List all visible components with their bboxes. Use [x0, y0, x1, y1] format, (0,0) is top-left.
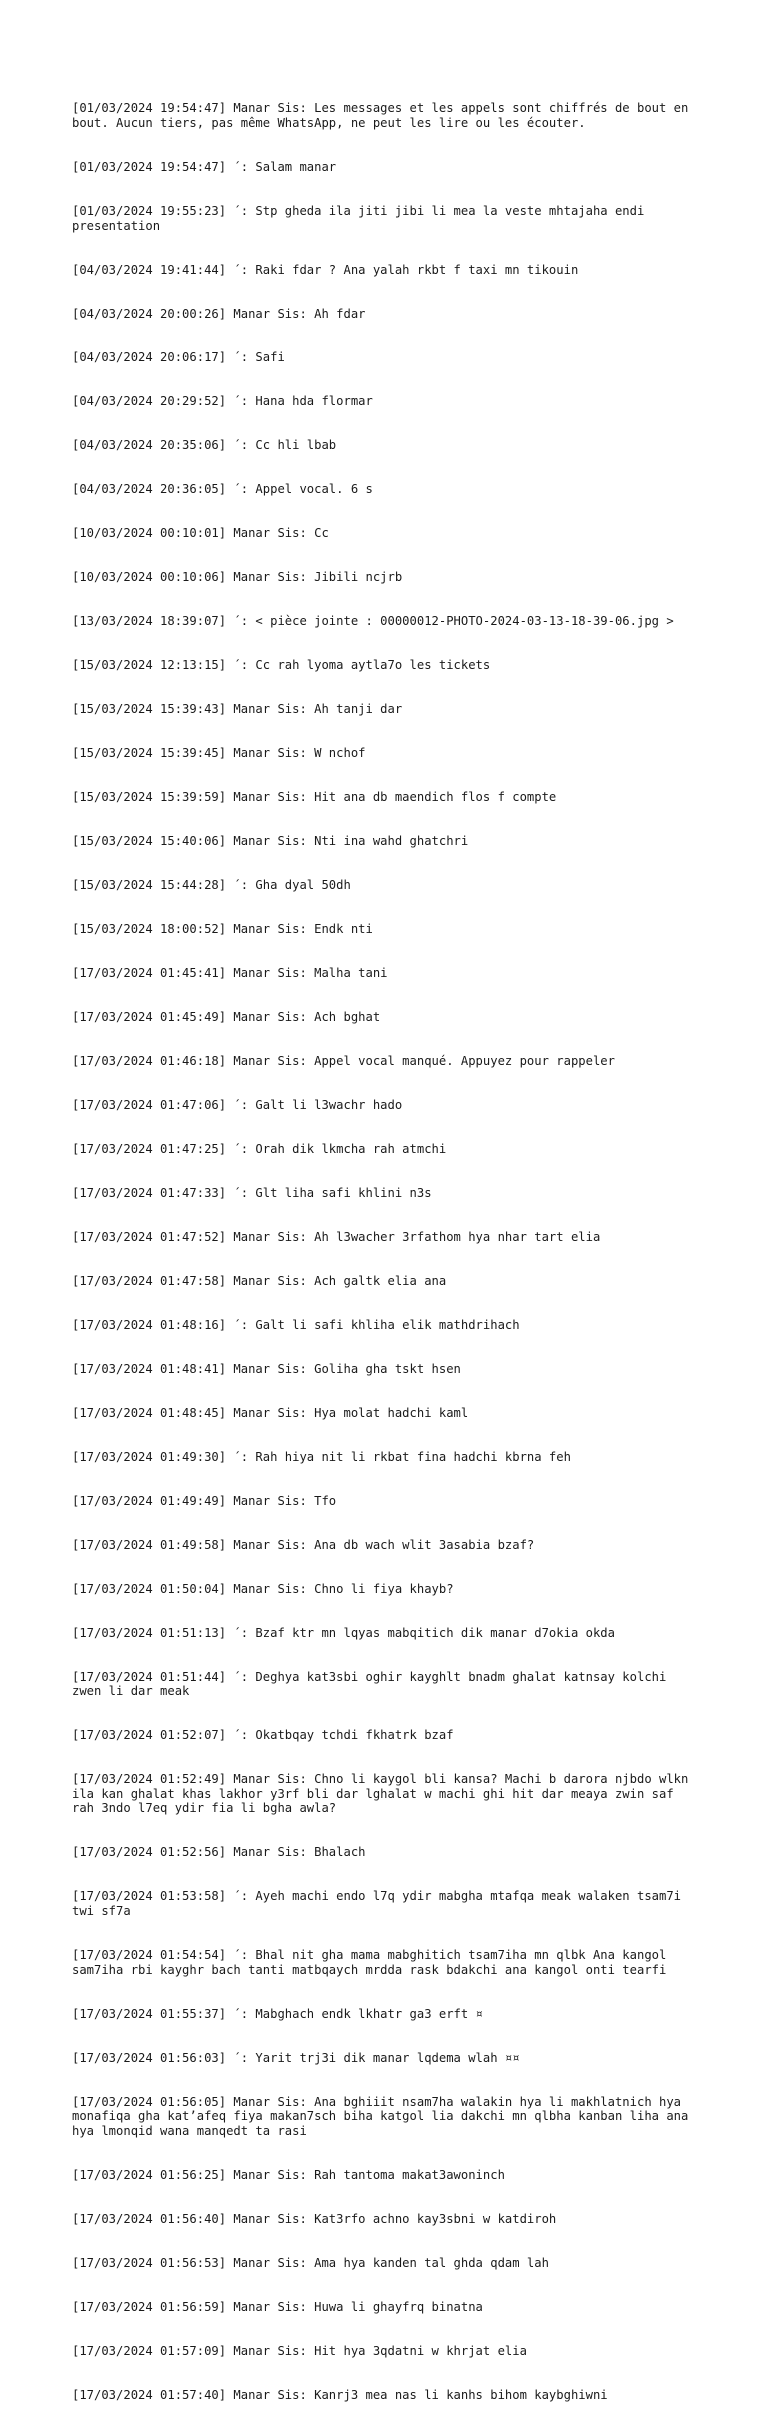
chat-line: [15/03/2024 15:39:59] Manar Sis: Hit ana db maendich flos f compte	[72, 790, 557, 805]
chat-line: [17/03/2024 01:57:09] Manar Sis: Hit hya 3qdatni w khrjat elia	[72, 2343, 527, 2358]
chat-line: [04/03/2024 20:35:06] ´: Cc hli lbab	[72, 438, 337, 453]
chat-line: [04/03/2024 20:36:05] ´: Appel vocal. 6 s	[72, 482, 373, 497]
chat-line: [15/03/2024 18:00:52] Manar Sis: Endk nti	[72, 922, 373, 937]
chat-line: [17/03/2024 01:50:04] Manar Sis: Chno li fiya khayb?	[72, 1581, 454, 1596]
chat-line: [15/03/2024 15:39:43] Manar Sis: Ah tanji dar	[72, 702, 403, 717]
chat-line: [04/03/2024 19:41:44] ´: Raki fdar ? Ana yalah rkbt f taxi mn tikouin	[72, 262, 579, 277]
chat-line: [17/03/2024 01:45:41] Manar Sis: Malha tani	[72, 966, 388, 981]
chat-line: [17/03/2024 01:56:25] Manar Sis: Rah tantoma makat3awoninch	[72, 2167, 505, 2182]
chat-line: [17/03/2024 01:49:49] Manar Sis: Tfo	[72, 1493, 337, 1508]
chat-line: [17/03/2024 01:45:49] Manar Sis: Ach bghat	[72, 1010, 381, 1024]
chat-line: [17/03/2024 01:56:40] Manar Sis: Kat3rfo achno kay3sbni w katdiroh	[72, 2211, 557, 2226]
chat-line: [17/03/2024 01:52:07] ´: Okatbqay tchdi fkhatrk bzaf	[72, 1728, 454, 1743]
chat-line: [01/03/2024 19:54:47] Manar Sis: Les messages et les appels sont chiffrés de bout en bout. Aucun tiers, pas même WhatsApp, ne peut les lire ou les écouter.	[72, 101, 696, 130]
chat-line: [17/03/2024 01:48:16] ´: Galt li safi khliha elik mathdrihach	[72, 1317, 520, 1332]
chat-line: [10/03/2024 00:10:01] Manar Sis: Cc	[72, 526, 329, 541]
chat-line: [17/03/2024 01:52:49] Manar Sis: Chno li kaygol bli kansa? Machi b darora njbdo wlkn ila kan ghalat khas lakhor y3rf bli dar lghalat w machi ghi hit dar meaya zwin saf rah 3ndo l7eq ydir fia li bgha awla?	[72, 1772, 696, 1816]
chat-line: [17/03/2024 01:47:25] ´: Orah dik lkmcha rah atmchi	[72, 1141, 447, 1156]
chat-line: [17/03/2024 01:51:13] ´: Bzaf ktr mn lqyas mabqitich dik manar d7okia okda	[72, 1625, 615, 1640]
chat-line: [17/03/2024 01:56:03] ´: Yarit trj3i dik manar lqdema wlah ¤¤	[72, 2050, 520, 2065]
chat-line: [17/03/2024 01:47:58] Manar Sis: Ach galtk elia ana	[72, 1273, 447, 1288]
chat-line: [04/03/2024 20:29:52] ´: Hana hda flormar	[72, 394, 373, 409]
chat-line: [17/03/2024 01:56:05] Manar Sis: Ana bghiiit nsam7ha walakin hya li makhlatnich hya monafiqa gha kat’afeq fiya makan7sch biha katgol lia dakchi mn qlbha kanban liha ana hya lmonqid wana manqedt ta rasi	[72, 2094, 696, 2138]
chat-line: [17/03/2024 01:56:53] Manar Sis: Ama hya kanden tal ghda qdam lah	[72, 2255, 549, 2270]
chat-line: [04/03/2024 20:06:17] ´: Safi	[72, 350, 285, 365]
chat-line: [15/03/2024 15:39:45] Manar Sis: W nchof	[72, 746, 366, 761]
chat-line: [17/03/2024 01:53:58] ´: Ayeh machi endo l7q ydir mabgha mtafqa meak walaken tsam7i twi sf7a	[72, 1889, 689, 1919]
chat-line: [17/03/2024 01:57:40] Manar Sis: Kanrj3 mea nas li kanhs bihom kaybghiwni	[72, 2387, 608, 2402]
chat-line: [17/03/2024 01:51:44] ´: Deghya kat3sbi oghir kayghlt bnadm ghalat katnsay kolchi zwen li dar meak	[72, 1669, 674, 1699]
chat-line: [15/03/2024 15:40:06] Manar Sis: Nti ina wahd ghatchri	[72, 834, 469, 849]
chat-transcript	[72, 72, 702, 2417]
chat-line: [04/03/2024 20:00:26] Manar Sis: Ah fdar	[72, 306, 366, 321]
chat-line: [17/03/2024 01:54:54] ´: Bhal nit gha mama mabghitich tsam7iha mn qlbk Ana kangol sam7iha rbi kayghr bach tanti matbqaych mrdda rask bdakchi ana kangol onti tearfi	[72, 1948, 674, 1977]
chat-line: [17/03/2024 01:49:58] Manar Sis: Ana db wach wlit 3asabia bzaf?	[72, 1537, 535, 1552]
chat-line: [17/03/2024 01:47:33] ´: Glt liha safi khlini n3s	[72, 1185, 432, 1200]
chat-line: [10/03/2024 00:10:06] Manar Sis: Jibili ncjrb	[72, 570, 403, 585]
chat-line: [17/03/2024 01:49:30] ´: Rah hiya nit li rkbat fina hadchi kbrna feh	[72, 1449, 571, 1464]
chat-line: [17/03/2024 01:46:18] Manar Sis: Appel vocal manqué. Appuyez pour rappeler	[72, 1053, 615, 1068]
chat-line: [13/03/2024 18:39:07] ´: < pièce jointe : 00000012-PHOTO-2024-03-13-18-39-06.jpg >	[72, 614, 674, 629]
chat-line: [17/03/2024 01:56:59] Manar Sis: Huwa li ghayfrq binatna	[72, 2299, 483, 2314]
chat-line: [17/03/2024 01:47:06] ´: Galt li l3wachr hado	[72, 1097, 403, 1112]
chat-line: [01/03/2024 19:54:47] ´: Salam manar	[72, 159, 337, 174]
chat-line: [17/03/2024 01:48:41] Manar Sis: Goliha gha tskt hsen	[72, 1361, 461, 1376]
chat-line: [01/03/2024 19:55:23] ´: Stp gheda ila jiti jibi li mea la veste mhtajaha endi presentation	[72, 203, 652, 233]
chat-line: [17/03/2024 01:48:45] Manar Sis: Hya molat hadchi kaml	[72, 1405, 469, 1420]
chat-line: [17/03/2024 01:55:37] ´: Mabghach endk lkhatr ga3 erft ¤	[72, 2006, 483, 2021]
chat-line: [15/03/2024 15:44:28] ´: Gha dyal 50dh	[72, 878, 351, 893]
chat-line: [17/03/2024 01:47:52] Manar Sis: Ah l3wacher 3rfathom hya nhar tart elia	[72, 1229, 601, 1244]
chat-line: [15/03/2024 12:13:15] ´: Cc rah lyoma aytla7o les tickets	[72, 658, 491, 673]
chat-line: [17/03/2024 01:52:56] Manar Sis: Bhalach	[72, 1845, 366, 1860]
